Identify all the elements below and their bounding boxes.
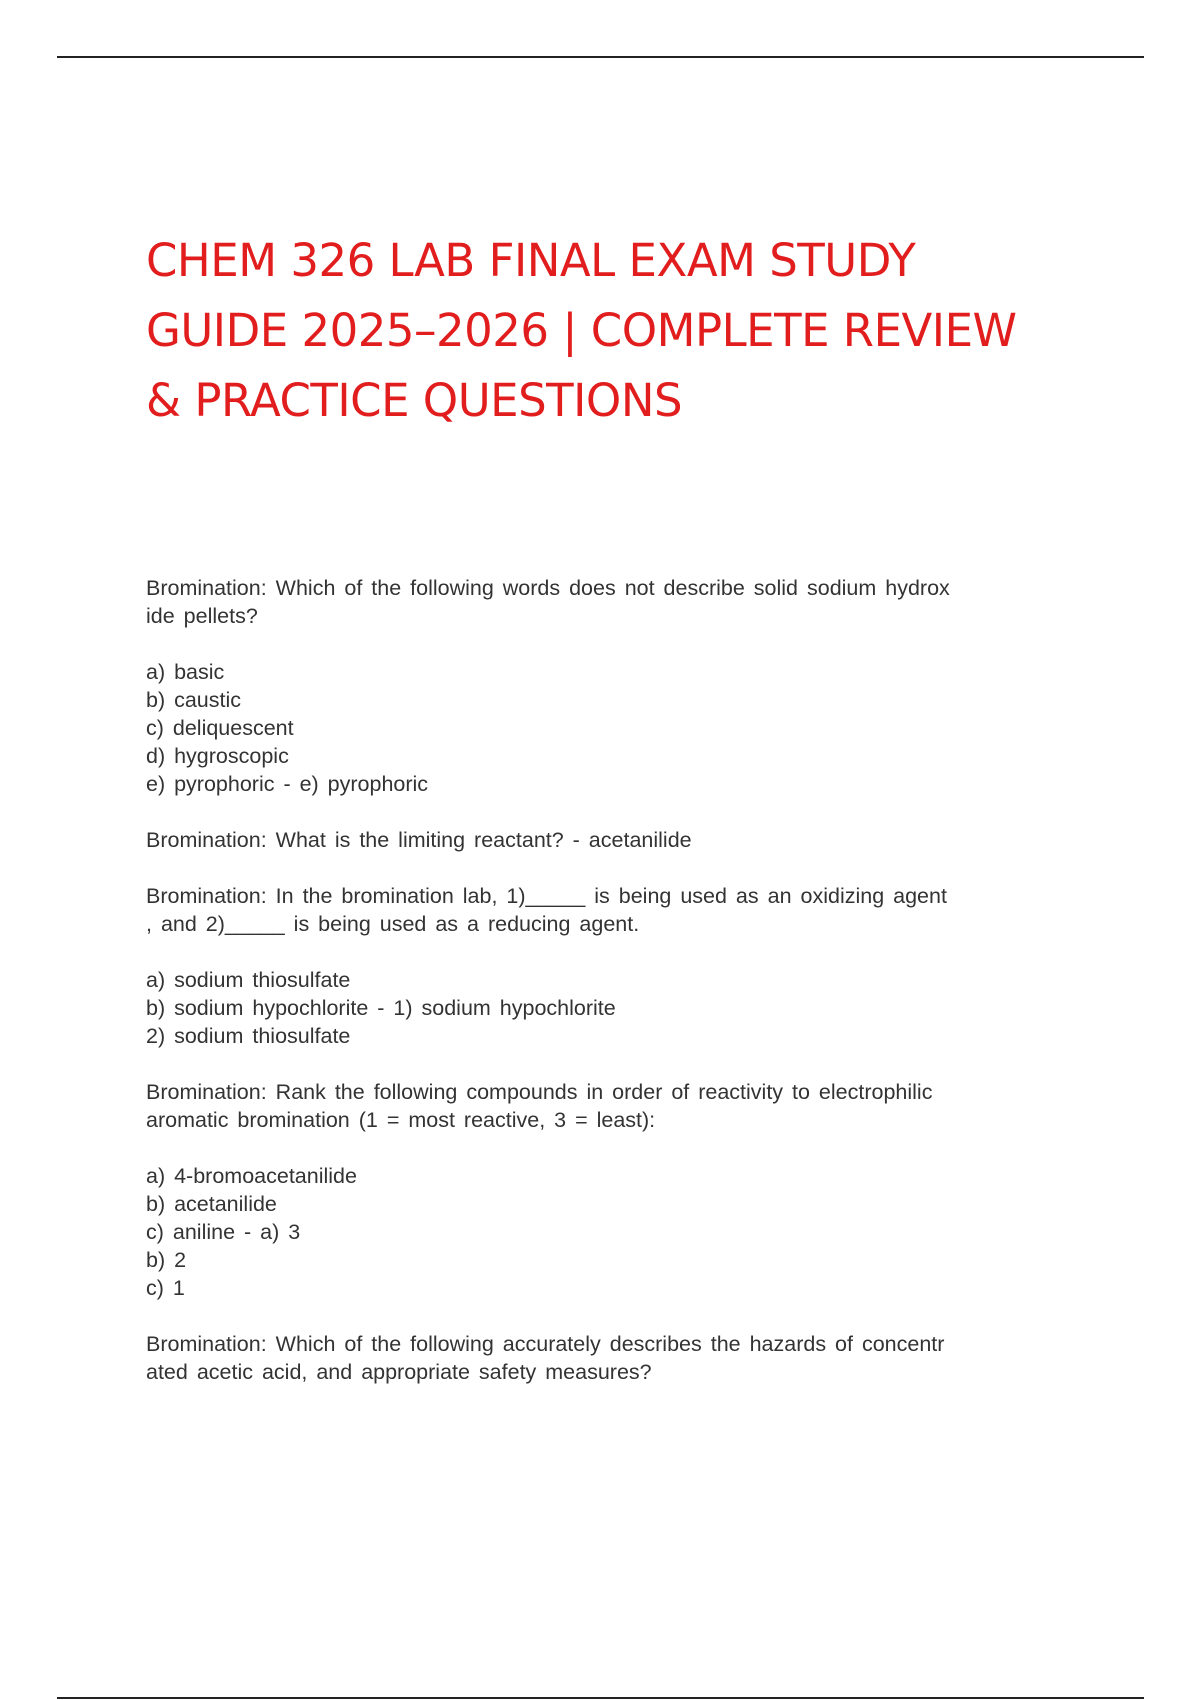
question-block <box>146 882 1086 1050</box>
question-text <box>146 882 1086 938</box>
document-body <box>146 574 1086 1414</box>
option-item: c) deliquescent <box>146 716 294 740</box>
option-item: e) pyrophoric - e) pyrophoric <box>146 772 429 796</box>
question-line: Bromination: In the bromination lab, 1)_____ is being used as an oxidizing agent <box>146 884 947 908</box>
question-line: ated acetic acid, and appropriate safety measures? <box>146 1360 652 1384</box>
question-line: Bromination: What is the limiting reactant? - acetanilide <box>146 828 692 852</box>
footer-rule <box>57 1697 1144 1699</box>
question-block <box>146 574 1086 798</box>
option-item: c) 1 <box>146 1276 185 1300</box>
header-rule <box>57 56 1144 58</box>
question-line: Bromination: Which of the following words does not describe solid sodium hydrox <box>146 576 950 600</box>
option-list <box>146 658 1086 798</box>
option-item: 2) sodium thiosulfate <box>146 1024 351 1048</box>
question-block <box>146 1330 1086 1386</box>
option-item: a) 4-bromoacetanilide <box>146 1164 357 1188</box>
title-line: CHEM 326 LAB FINAL EXAM STUDY <box>146 234 916 287</box>
option-item: b) sodium hypochlorite - 1) sodium hypochlorite <box>146 996 616 1020</box>
question-text <box>146 1078 1086 1134</box>
option-item: b) 2 <box>146 1248 187 1272</box>
question-text <box>146 826 1086 854</box>
option-item: a) basic <box>146 660 225 684</box>
option-item: c) aniline - a) 3 <box>146 1220 301 1244</box>
question-text <box>146 574 1086 630</box>
option-list <box>146 966 1086 1050</box>
option-item: d) hygroscopic <box>146 744 289 768</box>
question-block <box>146 1078 1086 1302</box>
title-line: GUIDE 2025–2026 | COMPLETE REVIEW <box>146 304 1017 357</box>
option-item: b) acetanilide <box>146 1192 277 1216</box>
option-item: b) caustic <box>146 688 242 712</box>
document-title <box>146 226 1106 436</box>
question-line: ide pellets? <box>146 604 258 628</box>
question-line: , and 2)_____ is being used as a reducing agent. <box>146 912 640 936</box>
question-text <box>146 1330 1086 1386</box>
title-line: & PRACTICE QUESTIONS <box>146 374 683 427</box>
option-list <box>146 1162 1086 1302</box>
question-line: Bromination: Which of the following accurately describes the hazards of concentr <box>146 1332 945 1356</box>
option-item: a) sodium thiosulfate <box>146 968 351 992</box>
question-line: Bromination: Rank the following compounds in order of reactivity to electrophilic <box>146 1080 933 1104</box>
question-line: aromatic bromination (1 = most reactive, 3 = least): <box>146 1108 656 1132</box>
question-block <box>146 826 1086 854</box>
